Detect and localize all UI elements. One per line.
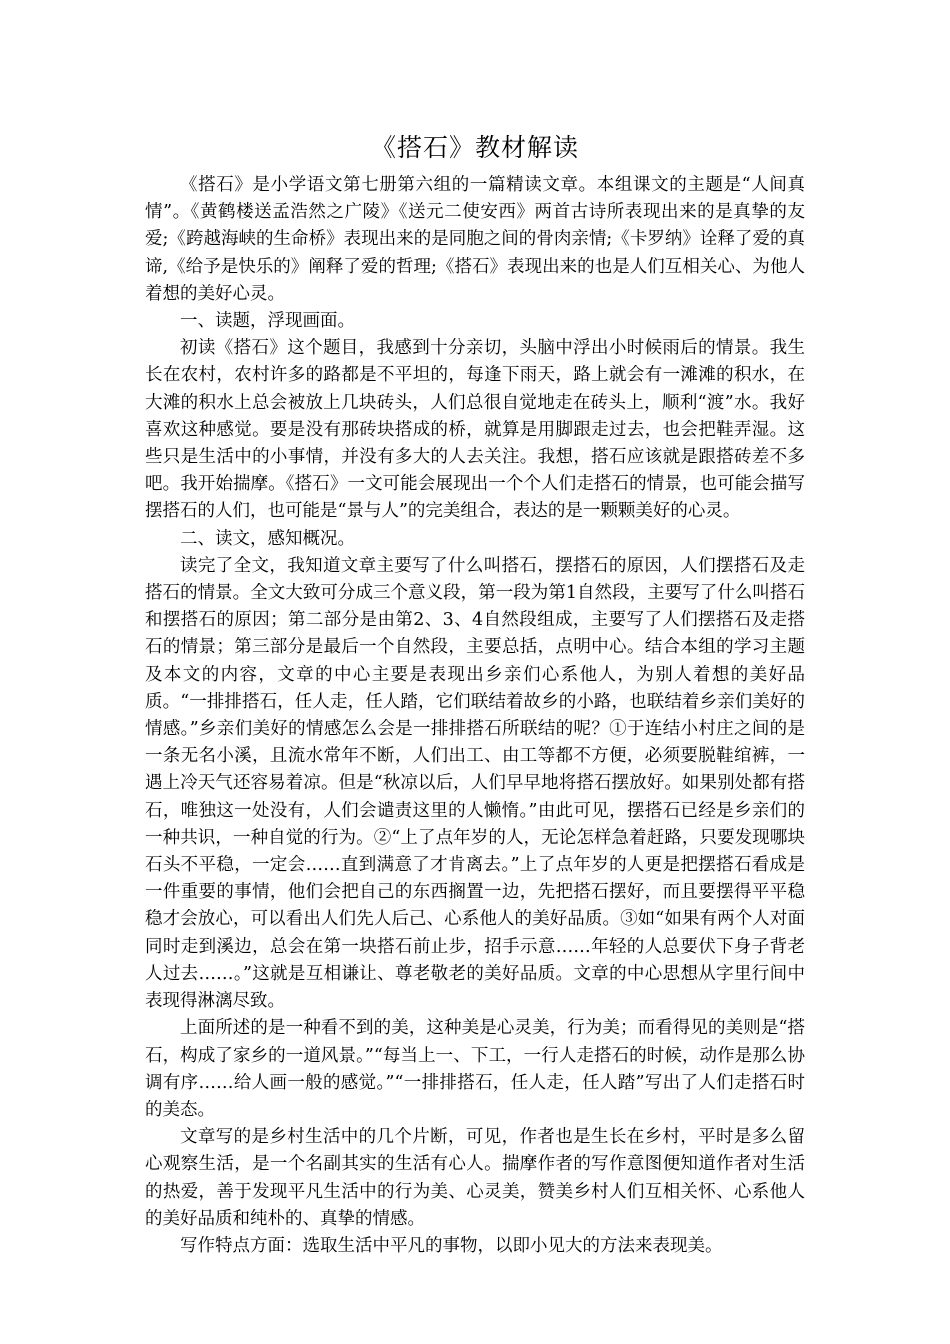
paragraph-author-intent: 文章写的是乡村生活中的几个片断，可见，作者也是生长在乡村，平时是多么留心观察生活，是一个名副其实的生活有心人。揣摩作者的写作意图便知道作者对生活的热爱，善于发现平凡生活中的行为美、心灵美，赞美乡村人们互相关怀、心系他人的美好品质和纯朴的、真挚的情感。 (145, 1127, 805, 1229)
paragraph-overview: 读完了全文，我知道文章主要写了什么叫搭石，摆搭石的原因，人们摆搭石及走搭石的情景。全文大致可分成三个意义段，第一段为第1自然段，主要写了什么叫搭石和摆搭石的原因；第二部分是由第2、3、4自然段组成，主要写了人们摆搭石及走搭石的情景；第三部分是最后一个自然段，主要总括，点明中心。结合本组的学习主题及本文的内容，文章的中心主要是表现出乡亲们心系他人，为别人着想的美好品质。“一排排搭石，任人走，任人踏，它们联结着故乡的小路，也联结着乡亲们美好的情感。”乡亲们美好的情感怎么会是一排排搭石所联结的呢？①于连结小村庄之间的是一条无名小溪，且流水常年不断，人们出工、由工等都不方便，必须要脱鞋绾裤，一遇上冷天气还容易着凉。但是“秋凉以后，人们早早地将搭石摆放好。如果别处都有搭石，唯独这一处没有，人们会谴责这里的人懒惰。”由此可见，摆搭石已经是乡亲们的一种共识，一种自觉的行为。②“上了点年岁的人，无论怎样急着赶路，只要发现哪块石头不平稳，一定会……直到满意了才肯离去。”上了点年岁的人更是把摆搭石看成是一件重要的事情，他们会把自己的东西搁置一边，先把搭石摆好，而且要摆得平平稳稳才会放心，可以看出人们先人后己、心系他人的美好品质。③如“如果有两个人对面同时走到溪边，总会在第一块搭石前止步，招手示意……年轻的人总要伏下身子背老人过去……。”这就是互相谦让、尊老敬老的美好品质。文章的中心思想从字里行间中表现得淋漓尽致。 (145, 555, 805, 1012)
paragraph-writing-features: 写作特点方面：选取生活中平凡的事物，以即小见大的方法来表现美。 (180, 1235, 723, 1256)
paragraph-visible-beauty: 上面所述的是一种看不到的美，这种美是心灵美，行为美；而看得见的美则是“搭石，构成了家乡的一道风景。”“每当上一、下工，一行人走搭石的时候，动作是那么协调有序……给人画一般的感觉。”“一排排搭石，任人走，任人踏”写出了人们走搭石时的美态。 (145, 1018, 805, 1120)
section-heading-1: 一、读题，浮现画面。 (180, 311, 355, 332)
paragraph-intro: 《搭石》是小学语文第七册第六组的一篇精读文章。本组课文的主题是“人间真情”。《黄鹤楼送孟浩然之广陵》《送元二使安西》两首古诗所表现出来的是真挚的友爱;《跨越海峡的生命桥》表现出来的是同胞之间的骨肉亲情;《卡罗纳》诠释了爱的真谛,《给予是快乐的》阐释了爱的哲理;《搭石》表现出来的也是人们互相关心、为他人着想的美好心灵。 (145, 175, 805, 304)
document-title: 《搭石》教材解读 (370, 133, 579, 162)
paragraph-first-reading: 初读《搭石》这个题目，我感到十分亲切，头脑中浮出小时候雨后的情景。我生长在农村，农村许多的路都是不平坦的，每逢下雨天，路上就会有一滩滩的积水，在大滩的积水上总会被放上几块砖头，人们总很自觉地走在砖头上，顺利“渡”水。我好喜欢这种感觉。要是没有那砖块搭成的桥，就算是用脚跟走过去，也会把鞋弄湿。这些只是生活中的小事情，并没有多大的人去关注。我想，搭石应该就是跟搭砖差不多吧。我开始揣摩。《搭石》一文可能会展现出一个个人们走搭石的情景，也可能会描写摆搭石的人们，也可能是“景与人”的完美组合，表达的是一颗颗美好的心灵。 (145, 338, 805, 522)
document-page (145, 128, 805, 1260)
section-heading-2: 二、读文，感知概况。 (180, 528, 355, 549)
